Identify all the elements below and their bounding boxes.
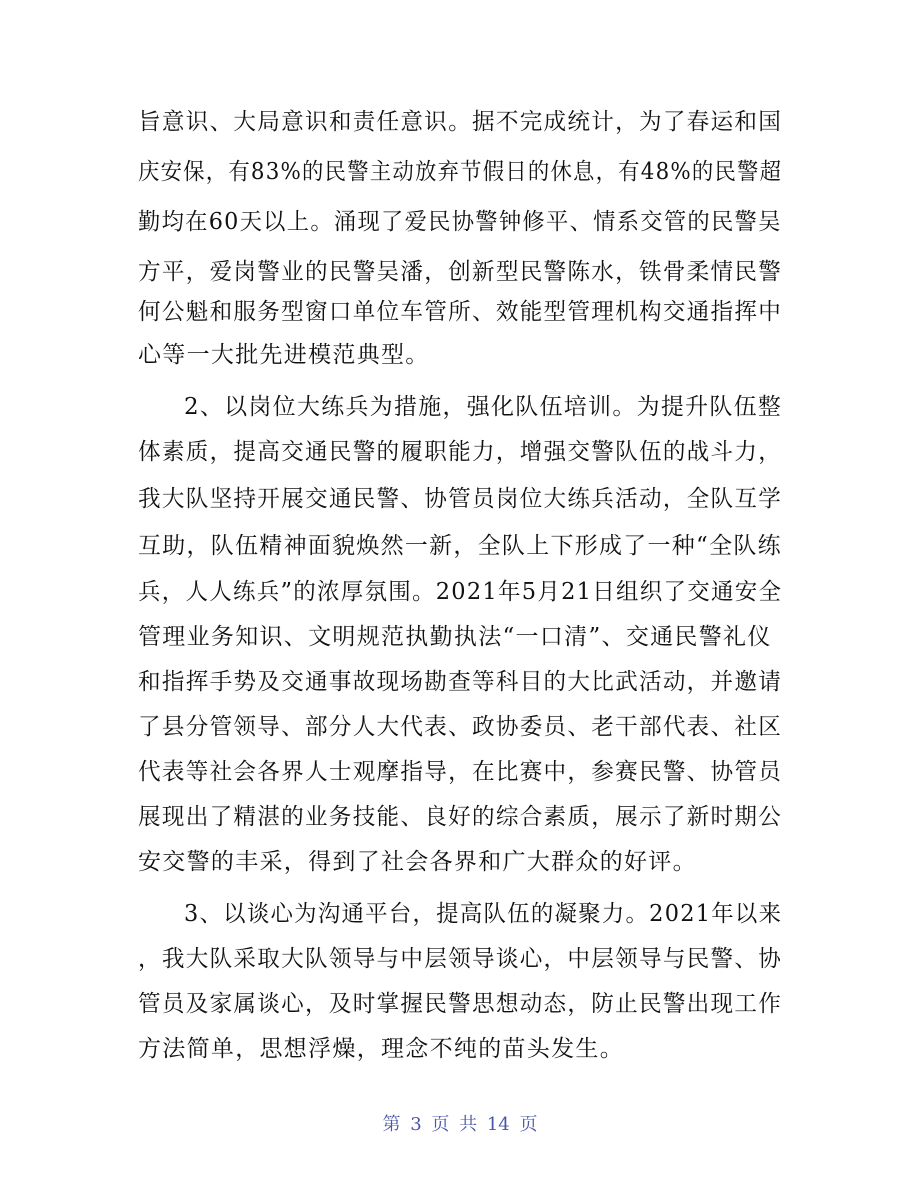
text-line: 安交警的丰采，得到了社会各界和广大群众的好评。 — [138, 849, 697, 875]
text-line: 我大队坚持开展交通民警、协管员岗位大练兵活动，全队互学 — [138, 486, 783, 512]
text-line: 代表等社会各界人士观摩指导，在比赛中，参赛民警、协管员 — [138, 759, 783, 785]
text-line: 兵，人人练兵”的浓厚氛围。2021年5月21日组织了交通安全 — [138, 579, 783, 605]
text-line: 心等一大批先进模范典型。 — [138, 342, 430, 368]
text-line: 庆安保，有83%的民警主动放弃节假日的休息，有48%的民警超 — [138, 159, 783, 185]
text-line: 了县分管领导、部分人大代表、政协委员、老干部代表、社区 — [138, 714, 783, 740]
text-line: 和指挥手势及交通事故现场勘查等科目的大比武活动，并邀请 — [138, 669, 783, 695]
text-line: 互助，队伍精神面貌焕然一新，全队上下形成了一种“全队练 — [138, 533, 782, 559]
text-line: 展现出了精湛的业务技能、良好的综合素质，展示了新时期公 — [138, 804, 783, 830]
text-line: 勤均在60天以上。涌现了爱民协警钟修平、情系交管的民警吴 — [138, 209, 782, 235]
text-line: 管理业务知识、文明规范执勤执法“一口清”、交通民警礼仪 — [138, 624, 772, 650]
paragraph-3-first-line: 3、以谈心为沟通平台，提高队伍的凝聚力。2021年以来 — [184, 901, 783, 927]
paragraph-2-first-line: 2、以岗位大练兵为措施，强化队伍培训。为提升队伍整 — [184, 394, 783, 420]
text-line: 方平，爱岗警业的民警吴潘，创新型民警陈水，铁骨柔情民警 — [138, 259, 783, 285]
text-line: 管员及家属谈心，及时掌握民警思想动态，防止民警出现工作 — [138, 991, 783, 1017]
page-number-footer: 第 3 页 共 14 页 — [382, 1114, 538, 1135]
text-line: 体素质，提高交通民警的履职能力，增强交警队伍的战斗力， — [138, 439, 783, 465]
text-line: 旨意识、大局意识和责任意识。据不完成统计，为了春运和国 — [138, 109, 783, 135]
text-line: 何公魁和服务型窗口单位车管所、效能型管理机构交通指挥中 — [138, 299, 783, 325]
text-line: 方法简单，思想浮燥，理念不纯的苗头发生。 — [138, 1036, 624, 1062]
text-line: ，我大队采取大队领导与中层领导谈心，中层领导与民警、协 — [138, 946, 783, 972]
